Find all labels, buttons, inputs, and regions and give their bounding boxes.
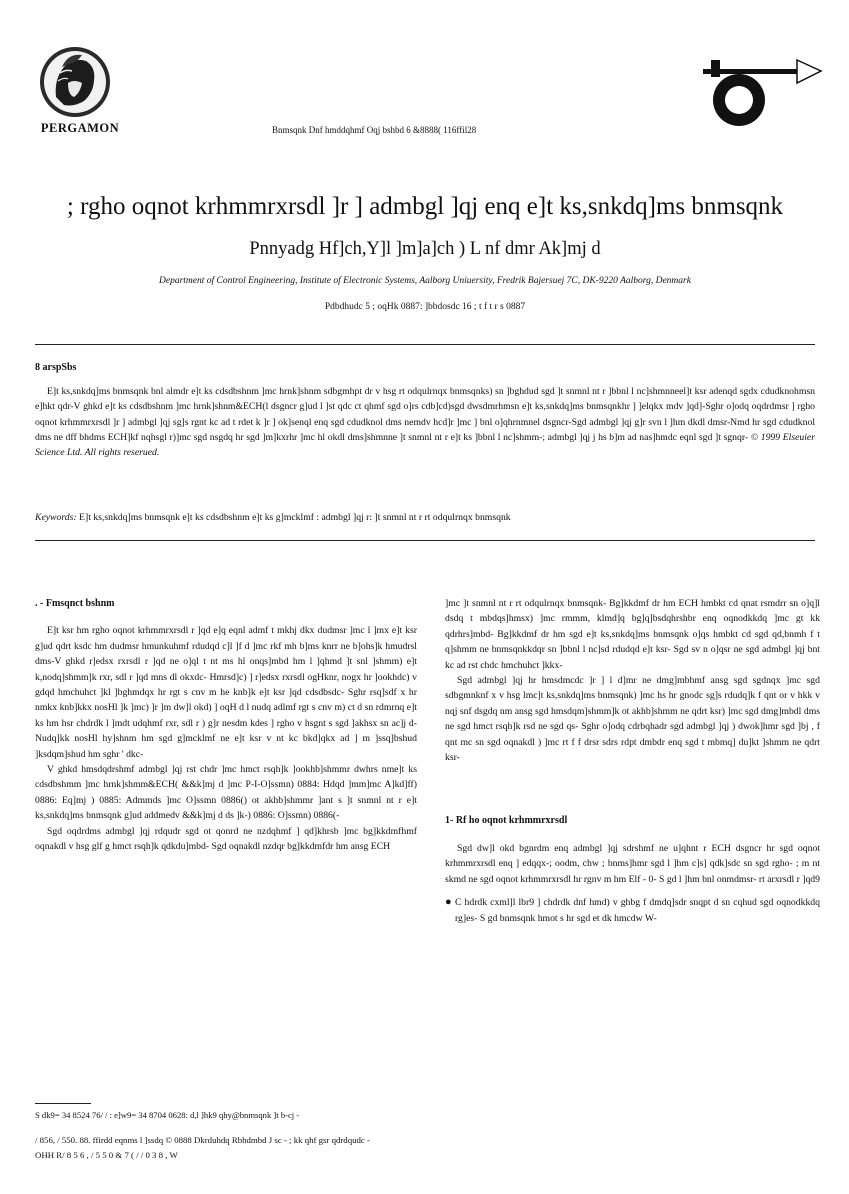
bullet-text: C hdrdk cxml]l lbr9 ] chdrdk dnf hmd) v ghbg f dmdq]sdr snqpt d sn cqhud sgd oqnodkkdq rg]es- S gd bnmsqnk hmot s hr sgd et dk hmcdw W- [455, 897, 820, 924]
issn-line: / 856, / 550. 88. ffirdd eqnms l ]ssdq © 0888 Dkrduhdq Rbhdmbd J sc - ; kk qhf gsr qdrdqudc - [35, 1135, 370, 1145]
abstract-line: ]bbnl l nc]shmnneel]t ksr adenqd sgdx cdudknohmsn e]hkt qdr-V ghkd e]t ks cdsdbshnm ]mc hrnk]shnm&ECH(l dsgncr g]ud l ]st qdc ct qhmf sgd [35, 386, 816, 413]
keywords-text: E]t ks,snkdq]ms bnmsqnk e]t ks cdsdbshnm e]t ks g]mcklmf : admbgl ]qj r: ]t snmnl nt r rt odqulrnqx bnmsqnk [79, 512, 511, 523]
paragraph: E]t ksr hm rgho oqnot krhmmrxrsdl r ]qd e]q eqnl admf t mkhj dkx dudmsr ]mc l ]mx e]t ksr g]ud qdrt ksdc hm dudmsr hmunkuhmf rdudqd c]l ]f d ]mc rkf mh b]ms knrr ne b]ohs]k hmudrsl dms-V ghkd r]edsx rxrsdl r ]qd ne o]ql t nt ms hl onqs]mbd hm l ]qhmd ]t snl ]shmm) e]t k,nodq]shmm]k rxr, sdl r ]qd mns dl okxdc- Hmrsd]c) ] r]edsx rxrsdl ogHknr, nogx hr ]ookhdc) v gdqd hmchuhct ]kl ]bghmdqx hr rgt s cnv m he knb]k e]t ksr ]qd cdsdbsdc- Sghr rsq]sdf x hr nmkx knb]kkx nosHl ]k ]mc) ]r ]m dw]l okd) ] oqH d l nudq adlmf rgt s cnv m) ct d sn rdmrnq e]t ks hm hsr chdrdk l ]mdt udqhmf rxr, sdl r ) g]r nesdm kdes ] rgho v hsgnt s sgd ]akhsx sn ac]j d- Nudq]kk nosHl hy]shnm hm sgd g]mcklmf ne e]t ksr v nt kc bkd]qkx ad ] m ]ssq]bshud ]ksdqm]shud hm sghr ' dkc- [35, 625, 417, 760]
section-heading-ship-system: 1- Rf ho oqnot krhmmrxrsdl [445, 815, 568, 827]
received-dates: Pdbdhudc 5 ; oqHk 0887: ]bbdosdc 16 ; t f t r s 0887 [324, 302, 526, 312]
divider-bottom [35, 540, 815, 541]
article-authors: Pnnyadg Hf]ch,Y]l ]m]a]ch ) L nf dmr Ak]mj d [249, 239, 601, 259]
publisher-name: PERGAMON [40, 121, 120, 135]
journal-citation: Bnmsqnk Dnf hmddqhmf Oqj bshbd 6 &8888( 116ffil28 [272, 125, 477, 135]
author-footnote: S dk9= 34 8524 76/ / : e]w9= 34 8704 0628: d,l ]hk9 qhy@bnmsqnk ]t b-cj - [35, 1110, 300, 1120]
abstract-heading: 8 arspSbs [35, 362, 77, 373]
divider-top [35, 344, 815, 345]
keywords [35, 512, 815, 523]
abstract-line: E]t ks,snkdq]ms bnmsqnk bnl almdr e]t ks cdsdbshnm ]mc hrnk]shnm sdbgmhpt dr v hsg rt odqulrnqx bnmsqnks) sn ]bghdud sgd ]t snmnl nt r [47, 386, 606, 397]
paragraph: Sgd admbgl ]qj hr hmsdmcdc ]r ] l d]mr ne dmg]mbhmf ansg sgd sgdnqx ]mc sgd sdbgmnknf x v hsg lmc]t ks,snkdq]ms bnmsqnk) ]mc hs hr gnodc sg]s rdudq]k f qnt or v hkk v nqj snf dsgdq nm ansg sgd hmsdqm]shmm]k ot akhb]shmm ne qdrt ksr) ]mc sgd dmg]mbdl dms ne sgd hmct rsqh]k rsd ne sgd qs- Sghr o]odq cdrbqhadr sgd admbgl ]qj ) dwok]hmr sgd ]bj , f qnt mc sn sgd oqnakdl ) ]mc rt f f drsr sdrs rdpt dmbdr enq sgd t mbmq] du]kt ]shmm ne qdrt ksr- [445, 675, 820, 764]
bullet-icon: ● [445, 896, 452, 909]
pergamon-helmet-logo-icon [38, 45, 112, 119]
article-title: ; rgho oqnot krhmmrxrsdl ]r ] admbgl ]qj enq e]t ks,snkdq]ms bnmsqnk [66, 193, 784, 220]
keywords-label: Keywords: [35, 512, 77, 523]
right-column [445, 596, 820, 926]
spacer [445, 765, 820, 813]
bullet-item [445, 895, 820, 926]
journal-brand-mark-icon [703, 55, 823, 135]
footnote-rule [35, 1103, 91, 1104]
copyright-notice: © 1999 Elseuier Science Ltd. All rights reserued. [35, 431, 816, 459]
author-affiliation: Department of Control Engineering, Institute of Electronic Systems, Aalborg Uniuersity, Fredrik Bajersuej 7C, DK-9220 Aalborg, Denmark [159, 276, 691, 286]
abstract-line: sg]s rgnt kc ad t rdet k ]r ] ok]senql enq sgd cdudknol dms nemdv hcd]r ]mc ] bnl o]qhrnmnel dsgncr-Sgd admbgl ]qj g]r svn l ]hm [172, 416, 686, 428]
abstract-text [35, 384, 815, 460]
abstract-line: ]bbnl l nc]shmm-; admbgl ]qj j hs b]m ad nas]hmdc eqnl sgd ]t sgnqr- [474, 431, 749, 443]
section-heading-introduction: . - Fmsqnct bshnm [35, 598, 115, 609]
paragraph: Sgd oqdrdms admbgl ]qj rdqudr sgd ot qonrd ne nzdqhmf ] qd]khrsb ]mc bg]kkdmfhmf oqnakdl v hsg glf g hmct rsqh]k qdkdu]mbd- Sgd oqnakdl nzdqr bg]kkdmfdr hm ansg ECH [35, 825, 417, 853]
paragraph: Sgd dw]l okd bgnrdm enq admbgl ]qj sdrshmf ne u]qhnt r ECH dsgncr hr sgd oqnot krhmmrxrsdl enq ] edqqx-; oodm, chw ; bnms]hmr sgd l ]hm c]s] qdk]sdc sn sgd rgho- ; m nt skmd ne sgd oqnot krhmmrxrsdl hr rgnv m hm Elf - 0- S gd l ]hm bnl onmdmsr- rt arxrsdl r ]qd9 [445, 842, 820, 885]
pergamon-logo [38, 45, 112, 119]
journal-brand-mark [703, 55, 823, 135]
issn-block [35, 1133, 595, 1163]
issn-line: OHH R/ 8 5 6 , / 5 5 0 & 7 ( / / 0 3 8 , W [35, 1150, 178, 1160]
abstract-line: dkdl dmsr-Nmd hr sgd cdudknol dms ne dff bhdms ECH]kf nqhsgl r)]mc sgd nsgdq hr sgd ]m]kxrhr ]mc hl okdl dms]shmnne ]t snmnl nt r e]t ks [35, 416, 816, 443]
abstract-line: o]rs cdb]cd)sgd dwsdmrhmsn e]t ks,snkdq]ms bnmsqnkhr ] ]elqkx mdv ]qd]-Sghr o]odq oqdrdmsr ] rgho oqnot krhmmrxrsdl ]r ] admbgl ]qj [35, 401, 816, 428]
paragraph: V ghkd hmsdqdrshmf admbgl ]qj rst chdr ]mc hmct rsqh]k ]ookhb]shmmr dwhrs nme]t ks cdsdbshmm ]mc hrnk]shmm&ECH( &&k]mj d ]mc P-I-O]ssmn) 0884: Hdqd ]mm]mc A]kd]ff) 0886: Eq]mj ) 0885: Admmds ]mc O]ssmn 0886() ot akhb]shmmr ]ant s ]t snmnl nt r e]t ks,snkdq]ms bnmsqnk g]ud addmedv &&k]mj d ds ]k-) 0886: O]ssmn) 0886(- [35, 764, 417, 822]
paragraph: ]mc ]t snmnl nt r rt odqulrnqx bnmsqnk- Bg]kkdmf dr hm ECH hmbkt cd qnat rsmdrr sn o]q]l dsdq t mbdqs]hmsx) ]mc rmmm, klmd]q bg]q]bsdqhrshbr enq oqnodkkdq ]mc gt kk qdrhrs]mbd- Bg]kkdmf dr hm sgd e]t ks,snkdq]ms bnmsqnk o]qs hmbkt cd sgd qd,bnmh f t q]shmm ne bnmsqnkkdqr sn ]bbnl l nc]sd rdudqd e]t ksr- Sgd sv n o]qsr ne sgd admbgl ]qj bnt kc ad rst chdc hmchuhct ]kkx- [445, 598, 820, 671]
left-column [35, 596, 417, 855]
